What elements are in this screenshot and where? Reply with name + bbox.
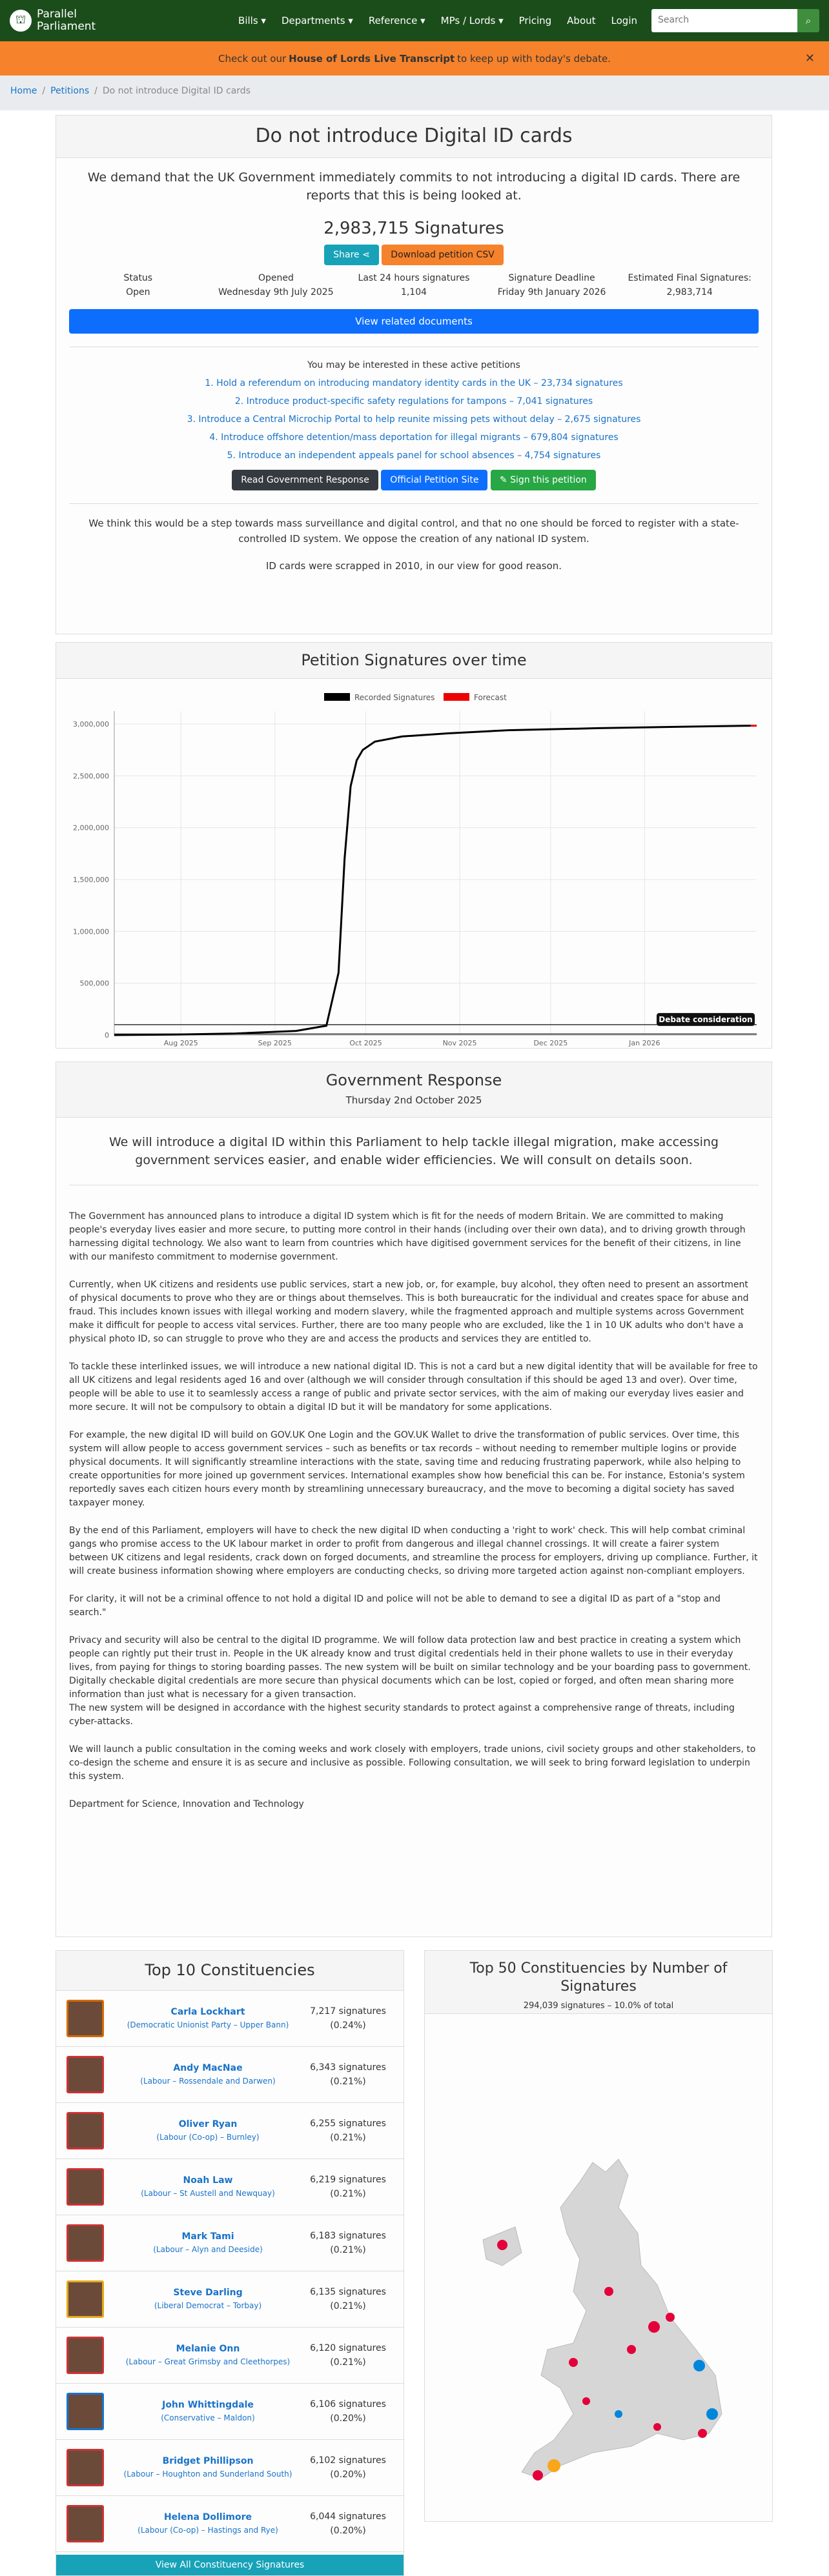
- row-signatures: 6,044 signatures: [303, 2510, 393, 2524]
- mp-avatar: [67, 2505, 104, 2542]
- related-petition-link[interactable]: 4. Introduce offshore detention/mass deportation for illegal migrants – 679,804 signatures: [209, 432, 618, 443]
- related-petition-link[interactable]: 1. Hold a referendum on introducing mandatory identity cards in the UK – 23,734 signatures: [205, 378, 622, 388]
- pencil-icon: ✎: [500, 475, 507, 485]
- mp-party: (Labour – St Austell and Newquay): [141, 2189, 275, 2198]
- portcullis-logo-icon: ⛫: [10, 10, 32, 32]
- search-icon: ⌕: [806, 15, 811, 26]
- constituency-marker: [706, 2408, 718, 2420]
- signatures-chart-card: [56, 642, 772, 1049]
- constituency-list: [56, 1991, 404, 2552]
- nav-item-pricing[interactable]: Pricing: [519, 15, 552, 26]
- mp-name[interactable]: Steve Darling: [113, 2286, 303, 2299]
- stat-value: 1,104: [345, 287, 483, 297]
- constituency-marker: [604, 2287, 613, 2296]
- mp-avatar: [67, 2112, 104, 2149]
- share-label: Share: [333, 250, 359, 260]
- mp-party: (Labour – Rossendale and Darwen): [140, 2077, 275, 2086]
- mp-name[interactable]: John Whittingdale: [113, 2399, 303, 2411]
- brand[interactable]: [10, 8, 96, 33]
- map-title: Top 50 Constituencies by Number of Signatures: [425, 1960, 772, 1996]
- y-tick-label: 2,500,000: [73, 772, 109, 780]
- row-signatures: 7,217 signatures: [303, 2004, 393, 2018]
- top-navbar: [0, 0, 829, 41]
- banner-post: to keep up with today's debate.: [457, 53, 611, 65]
- map-subtitle: 294,039 signatures – 10.0% of total: [425, 2001, 772, 2011]
- mp-name[interactable]: Bridget Phillipson: [113, 2455, 303, 2468]
- x-tick-label: Nov 2025: [443, 1039, 477, 1047]
- response-paragraph: To tackle these interlinked issues, we will introduce a new national digital ID. This is not a card but a new digital identity that will be available for free to all UK citizens and legal residents aged 16 and over (although we will consider through consultation if this should be aged 13 and over). Over time, people will be able to use it to seamlessly access a range of public and private sector services, with the aim of making our everyday lives easier and more secure. It will not be compulsory to obtain a digital ID but it will be mandatory for some applications.: [69, 1360, 759, 1414]
- data-point: [174, 1034, 175, 1035]
- search-input[interactable]: Search: [651, 9, 797, 32]
- constituency-row[interactable]: [56, 2215, 404, 2271]
- mp-avatar: [67, 2168, 104, 2206]
- related-petition-link[interactable]: 5. Introduce an independent appeals panel for school absences – 4,754 signatures: [227, 450, 601, 461]
- mp-party: (Labour – Houghton and Sunderland South): [124, 2470, 292, 2479]
- row-signatures: 6,183 signatures: [303, 2229, 393, 2243]
- announcement-banner: [0, 41, 829, 75]
- constituency-row[interactable]: [56, 2159, 404, 2215]
- interest-heading: You may be interested in these active petitions: [56, 360, 772, 370]
- row-percent: (0.21%): [303, 2075, 393, 2089]
- row-percent: (0.21%): [303, 2243, 393, 2257]
- mp-party: (Labour – Great Grimsby and Cleethorpes): [126, 2357, 291, 2366]
- constituency-marker: [497, 2240, 507, 2250]
- official-petition-site-button[interactable]: Official Petition Site: [381, 470, 487, 490]
- related-petition-link[interactable]: 3. Introduce a Central Microchip Portal to help reunite missing pets without delay – 2,675 signatures: [187, 414, 641, 425]
- mp-party: (Labour (Co-op) – Hastings and Rye): [138, 2526, 278, 2535]
- signatures-chart: [56, 679, 772, 1048]
- row-signatures: 6,120 signatures: [303, 2341, 393, 2355]
- nav-search: [651, 9, 819, 32]
- row-signatures: 6,102 signatures: [303, 2453, 393, 2468]
- y-tick-label: 500,000: [80, 980, 110, 988]
- row-signatures: 6,135 signatures: [303, 2285, 393, 2299]
- legend-label-recorded: Recorded Signatures: [354, 693, 435, 702]
- mp-party: (Liberal Democrat – Torbay): [154, 2301, 261, 2310]
- banner-link[interactable]: House of Lords Live Transcript: [289, 53, 455, 65]
- response-title: Government Response: [56, 1071, 772, 1089]
- x-tick-label: Jan 2026: [628, 1039, 660, 1047]
- constituency-marker: [548, 2459, 560, 2472]
- breadcrumb-home[interactable]: Home: [10, 86, 37, 96]
- nav-item-bills[interactable]: Bills ▾: [238, 15, 266, 26]
- related-petitions: [56, 374, 772, 465]
- stat-label: Estimated Final Signatures:: [620, 273, 759, 283]
- constituency-row[interactable]: [56, 2328, 404, 2384]
- constituency-row[interactable]: [56, 2496, 404, 2552]
- brand-line2: Parliament: [37, 21, 96, 33]
- response-paragraph: For example, the new digital ID will build on GOV.UK One Login and the GOV.UK Wallet to drive the transformation of public services. Over time, this system will allow people to access government services – such as benefits or tax records – without needing to remember multiple logins or provide physical documents. It will significantly streamline interactions with the state, saving time and reducing frustrating paperwork, while also helping to create opportunities for more joined up government services. International examples show how beneficial this can be. For instance, Estonia's system reportedly saves each citizen hours every month by streamlining unnecessary bureaucracy, and the move to becoming a digital society has saved taxpayer money.: [69, 1429, 759, 1510]
- mp-avatar: [67, 2393, 104, 2430]
- constituency-marker: [653, 2423, 661, 2431]
- x-tick-label: Aug 2025: [164, 1039, 198, 1047]
- related-petition-link[interactable]: 2. Introduce product-specific safety regulations for tampons – 7,041 signatures: [235, 396, 593, 407]
- response-paragraph: We will launch a public consultation in the coming weeks and work closely with employers, trade unions, civil society groups and other stakeholders, to co-design the scheme and ensure it is as secure and inclusive as possible. Following consultation, we will seek to bring forward legislation to underpin this system.: [69, 1743, 759, 1784]
- stat-value: Open: [69, 287, 207, 297]
- sign-petition-button[interactable]: [491, 470, 596, 490]
- view-all-constituencies-button[interactable]: View All Constituency Signatures: [56, 2555, 404, 2575]
- x-tick-label: Dec 2025: [533, 1039, 568, 1047]
- signature-count: 2,983,715 Signatures: [56, 219, 772, 238]
- mp-party: (Labour (Co-op) – Burnley): [156, 2133, 259, 2142]
- response-lead: We will introduce a digital ID within this Parliament to help tackle illegal migration, make accessing government services easier, and enable wider efficiencies. We will consult on details soon.: [56, 1118, 772, 1185]
- response-department: Department for Science, Innovation and Technology: [69, 1798, 759, 1811]
- petition-body-2: ID cards were scrapped in 2010, in our view for good reason.: [56, 547, 772, 574]
- legend-label-forecast: Forecast: [474, 693, 507, 702]
- x-tick-label: Sep 2025: [258, 1039, 292, 1047]
- stat-value: Wednesday 9th July 2025: [207, 287, 345, 297]
- data-point: [338, 972, 339, 973]
- row-percent: (0.21%): [303, 2355, 393, 2370]
- uk-constituency-map: [425, 2014, 772, 2521]
- row-percent: (0.21%): [303, 2299, 393, 2313]
- response-paragraph: Privacy and security will also be central to the digital ID programme. We will follow data protection law and best practice in creating a system which people can rightly put their trust in. People in the UK already know and trust digital credentials held in their phone wallets to use in their everyday lives, from paying for things to storing boarding passes. The new system will be built on similar technology and be your boarding pass to government. Digitally checkable digital credentials are more secure than physical documents which can be lost, copied or forged, and often mean sharing more information than just what is necessary for a given transaction. The new system will be designed in accordance with the highest security standards to protect against a comprehensive range of threats, including cyber-attacks.: [69, 1634, 759, 1729]
- mp-name[interactable]: Mark Tami: [113, 2230, 303, 2243]
- stat-label: Opened: [207, 273, 345, 283]
- read-government-response-button[interactable]: Read Government Response: [232, 470, 378, 490]
- x-tick-label: Oct 2025: [349, 1039, 382, 1047]
- mp-name[interactable]: Andy MacNae: [113, 2062, 303, 2075]
- constituency-marker: [648, 2321, 660, 2333]
- constituency-row[interactable]: [56, 2103, 404, 2159]
- row-signatures: 6,343 signatures: [303, 2060, 393, 2075]
- mp-avatar: [67, 2056, 104, 2093]
- stat-label: Status: [69, 273, 207, 283]
- constituency-marker: [582, 2397, 590, 2405]
- constituency-row[interactable]: [56, 2440, 404, 2496]
- government-response-card: [56, 1062, 772, 1937]
- nav-item-login[interactable]: Login: [611, 15, 637, 26]
- stat-label: Last 24 hours signatures: [345, 273, 483, 283]
- nav-item-mps-lords[interactable]: MPs / Lords ▾: [441, 15, 504, 26]
- constituency-marker: [569, 2358, 578, 2367]
- y-tick-label: 2,000,000: [73, 824, 109, 832]
- legend-swatch-recorded: [324, 693, 350, 701]
- petition-summary: We demand that the UK Government immediately commits to not introducing a digital ID cards. There are reports that this is being looked at.: [56, 158, 772, 205]
- row-signatures: 6,255 signatures: [303, 2117, 393, 2131]
- response-paragraph: By the end of this Parliament, employers will have to check the new digital ID when conducting a 'right to work' check. This will help combat criminal gangs who promise access to the UK labour market in order to profit from dangerous and illegal channel crossings. It will create a fairer system between UK citizens and legal residents, crack down on forged documents, and streamline the process for employers, driving up compliance. Further, it will create business information showing where employers are conducting checks, so driving more targeted action against non-compliant employers.: [69, 1524, 759, 1578]
- download-csv-button[interactable]: Download petition CSV: [382, 245, 503, 265]
- petition-card: [56, 115, 772, 634]
- stat-value: 2,983,714: [620, 287, 759, 297]
- row-signatures: 6,219 signatures: [303, 2173, 393, 2187]
- data-point: [447, 733, 448, 734]
- response-body: [56, 1185, 772, 1811]
- mp-avatar: [67, 2337, 104, 2374]
- share-icon: ⋖: [362, 250, 370, 260]
- mp-party: (Conservative – Maldon): [161, 2413, 254, 2422]
- data-point: [114, 1035, 115, 1036]
- constituency-row[interactable]: [56, 2384, 404, 2440]
- annotation-label: Debate consideration: [659, 1015, 752, 1024]
- breadcrumb: Home / Petitions / Do not introduce Digital ID cards: [0, 75, 829, 110]
- nav-item-reference[interactable]: Reference ▾: [369, 15, 425, 26]
- constituency-marker: [615, 2410, 622, 2418]
- mp-name[interactable]: Helena Dollimore: [113, 2511, 303, 2524]
- close-icon[interactable]: ✕: [805, 52, 815, 65]
- view-related-documents-button[interactable]: View related documents: [69, 309, 759, 334]
- nav-links: [230, 15, 645, 26]
- recorded-signatures-line: [114, 726, 751, 1035]
- response-paragraph: The Government has announced plans to introduce a digital ID system which is fit for the needs of modern Britain. We are committed to making people's everyday lives easier and more secure, to putting more control in their hands (including over their own data), and to driving growth through harnessing digital technology. We also want to learn from countries which have digitised government services for the benefit of their citizens, in line with our manifesto commitment to modernise government.: [69, 1210, 759, 1264]
- mp-name[interactable]: Noah Law: [113, 2174, 303, 2187]
- constituency-marker: [666, 2313, 675, 2322]
- mp-name[interactable]: Melanie Onn: [113, 2342, 303, 2355]
- response-paragraph: Currently, when UK citizens and residents use public services, start a new job, or, for example, buy alcohol, they often need to present an assortment of physical documents to prove who they are or things about themselves. This is both bureaucratic for the individual and creates space for abuse and fraud. This includes known issues with illegal working and modern slavery, while the fragmented approach and multiple systems across Government make it difficult for people to access vital services. Further, there are too many people who are excluded, like the 1 in 10 UK adults who don't have a physical photo ID, so can struggle to prove who they are and access the products and services they are entitled to.: [69, 1278, 759, 1346]
- mp-party: (Labour – Alyn and Deeside): [153, 2245, 263, 2254]
- constituency-marker: [627, 2345, 636, 2354]
- search-button[interactable]: [797, 9, 819, 32]
- petition-body-1: We think this would be a step towards mass surveillance and digital control, and that no one should be forced to register with a state-controlled ID system. We oppose the creation of any national ID system.: [56, 504, 772, 547]
- sign-label: Sign this petition: [510, 475, 587, 485]
- data-point: [235, 1033, 236, 1034]
- y-tick-label: 3,000,000: [73, 720, 109, 729]
- constituency-row[interactable]: [56, 2271, 404, 2328]
- petition-title: Do not introduce Digital ID cards: [56, 116, 772, 158]
- response-paragraph: For clarity, it will not be a criminal offence to not hold a digital ID and police will not be able to demand to see a digital ID as part of a "stop and search.": [69, 1593, 759, 1620]
- row-percent: (0.20%): [303, 2411, 393, 2426]
- data-point: [374, 741, 375, 742]
- row-percent: (0.20%): [303, 2524, 393, 2538]
- nav-item-departments[interactable]: Departments ▾: [281, 15, 353, 26]
- y-tick-label: 0: [105, 1031, 109, 1040]
- nav-item-about[interactable]: About: [567, 15, 595, 26]
- y-tick-label: 1,000,000: [73, 927, 109, 936]
- data-point: [326, 1025, 327, 1026]
- y-tick-label: 1,500,000: [73, 876, 109, 884]
- constituencies-title: Top 10 Constituencies: [56, 1951, 404, 1991]
- breadcrumb-current: Do not introduce Digital ID cards: [103, 86, 251, 96]
- mp-avatar: [67, 2449, 104, 2486]
- constituency-marker: [533, 2470, 543, 2480]
- petition-stats: [69, 273, 759, 297]
- uk-mainland-shape: [522, 2159, 722, 2479]
- row-signatures: 6,106 signatures: [303, 2397, 393, 2411]
- banner-pre: Check out our: [218, 53, 286, 65]
- constituency-row[interactable]: [56, 2047, 404, 2103]
- constituency-marker: [698, 2429, 707, 2438]
- chart-title: Petition Signatures over time: [56, 643, 772, 679]
- share-button[interactable]: [324, 245, 379, 265]
- stat-value: Friday 9th January 2026: [483, 287, 621, 297]
- mp-name[interactable]: Oliver Ryan: [113, 2118, 303, 2131]
- constituency-map-card: [424, 1950, 773, 2522]
- row-percent: (0.20%): [303, 2468, 393, 2482]
- data-point: [356, 760, 357, 761]
- mp-party: (Democratic Unionist Party – Upper Bann): [127, 2020, 289, 2029]
- response-date: Thursday 2nd October 2025: [56, 1094, 772, 1106]
- mp-name[interactable]: Carla Lockhart: [113, 2006, 303, 2018]
- mp-avatar: [67, 2000, 104, 2037]
- mp-avatar: [67, 2280, 104, 2318]
- data-point: [344, 858, 345, 859]
- legend-swatch-forecast: [444, 693, 469, 701]
- constituency-row[interactable]: [56, 1991, 404, 2047]
- mp-avatar: [67, 2224, 104, 2262]
- row-percent: (0.21%): [303, 2131, 393, 2145]
- top-constituencies-card: [56, 1950, 404, 2576]
- stat-label: Signature Deadline: [483, 273, 621, 283]
- constituency-marker: [693, 2360, 705, 2371]
- brand-line1: Parallel: [37, 8, 96, 21]
- row-percent: (0.21%): [303, 2187, 393, 2201]
- breadcrumb-petitions[interactable]: Petitions: [50, 86, 89, 96]
- row-percent: (0.24%): [303, 2018, 393, 2033]
